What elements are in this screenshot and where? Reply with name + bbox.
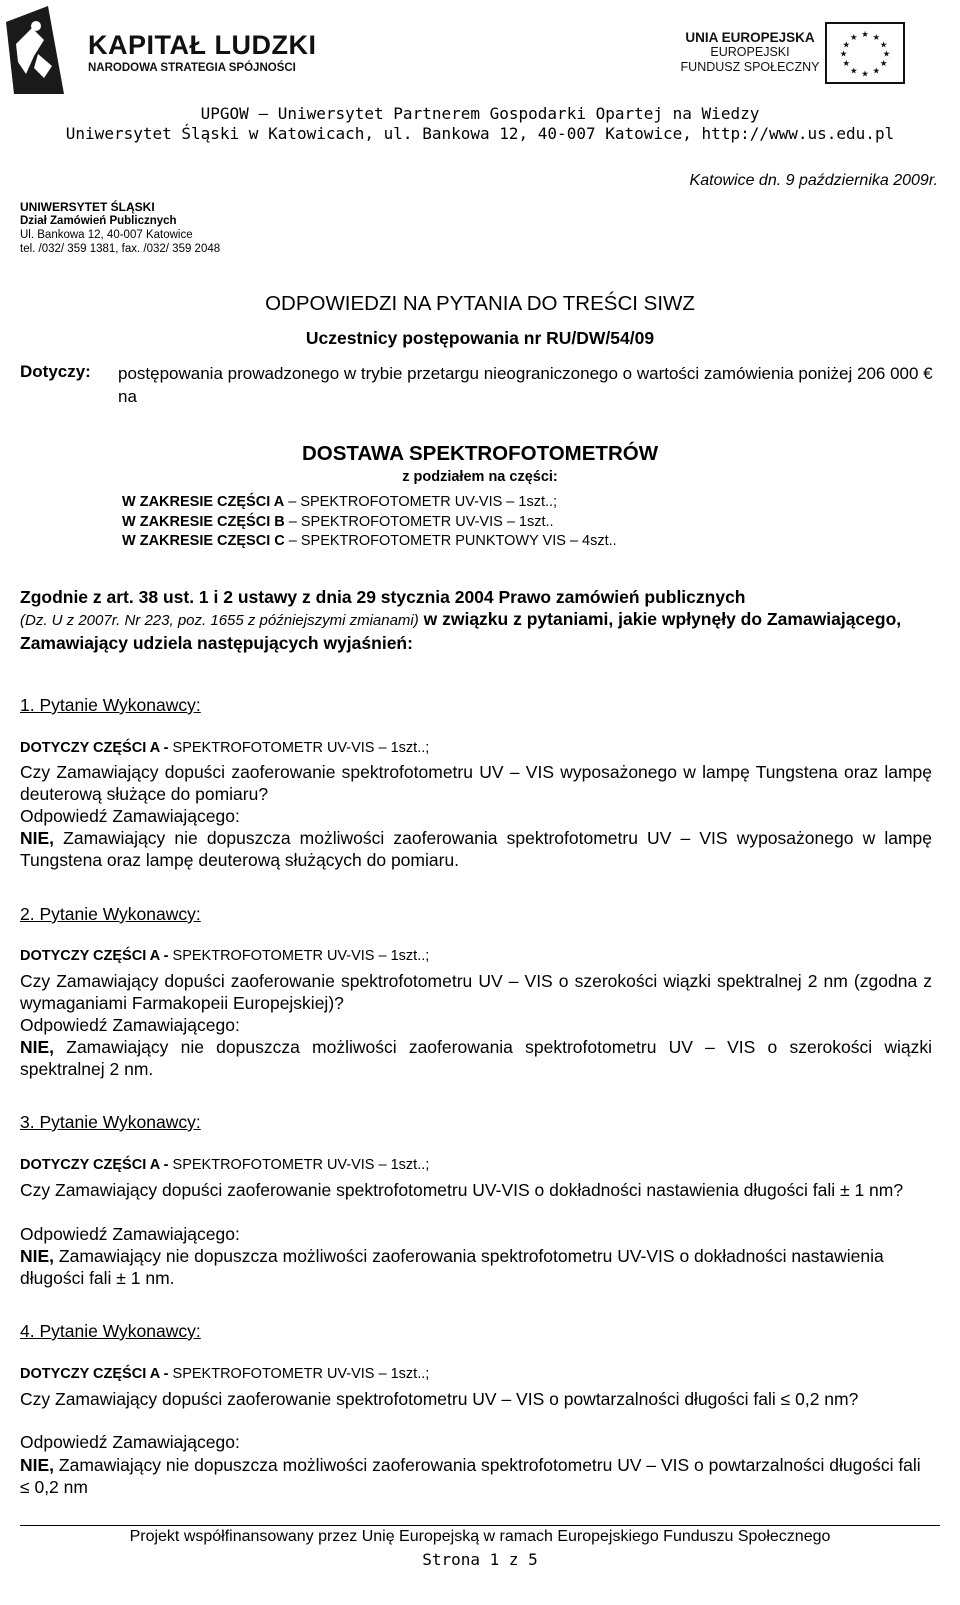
eu-line2: EUROPEJSKI	[710, 45, 790, 59]
part-label: W ZAKRESIE CZĘSCI C	[122, 533, 285, 549]
svg-text:★: ★	[842, 39, 851, 50]
supply-title: DOSTAWA SPEKTROFOTOMETRÓW	[301, 442, 659, 465]
concerns-label: Dotyczy:	[20, 362, 91, 381]
question-scope	[20, 948, 429, 964]
question-text: Czy Zamawiający dopuści zaoferowanie spektrofotometru UV – VIS wyposażonego w lampę Tungstena oraz lampę deuterową służące do pomiaru?	[20, 762, 932, 804]
answer-body: Zamawiający nie dopuszcza możliwości zaoferowania spektrofotometru UV – VIS o powtarzalności długości fali ≤ 0,2 nm	[20, 1455, 921, 1497]
answer-verdict: NIE,	[20, 828, 55, 848]
svg-text:★: ★	[879, 39, 888, 50]
svg-text:★: ★	[872, 31, 880, 42]
eu-line1: UNIA EUROPEJSKA	[685, 30, 815, 45]
eu-text-block	[680, 30, 820, 75]
answer-label: Odpowiedź Zamawiającego:	[20, 1224, 240, 1244]
header-university-line: Uniwersytet Śląski w Katowicach, ul. Bankowa 12, 40-007 Katowice, http://www.us.edu.pl	[65, 124, 895, 143]
question-scope	[20, 1157, 429, 1173]
svg-text:★: ★	[879, 58, 888, 69]
footer-funding-note: Projekt współfinansowany przez Unię Europejską w ramach Europejskiego Funduszu Społecznego	[129, 1528, 831, 1545]
answer-text	[20, 827, 932, 871]
answer-verdict: NIE,	[20, 1246, 55, 1266]
header-project-line: UPGOW – Uniwersytet Partnerem Gospodarki Opartej na Wiedzy	[200, 104, 760, 123]
document-subtitle: Uczestnicy postępowania nr RU/DW/54/09	[305, 328, 655, 348]
question-heading: 4. Pytanie Wykonawcy:	[20, 1321, 201, 1341]
footer-divider	[20, 1525, 940, 1526]
svg-text:★: ★	[842, 58, 851, 69]
legal-part1: Zgodnie z art. 38 ust. 1 i 2 ustawy z dnia 29 stycznia 2004 Prawo zamówień publicznych	[20, 587, 746, 607]
part-text: – SPEKTROFOTOMETR UV-VIS – 1szt..	[284, 514, 554, 530]
answer-label: Odpowiedź Zamawiającego:	[20, 806, 240, 826]
question-scope	[20, 740, 429, 756]
answer-label: Odpowiedź Zamawiającego:	[20, 1432, 240, 1452]
question-text: Czy Zamawiający dopuści zaoferowanie spektrofotometru UV – VIS o powtarzalności długości fali ≤ 0,2 nm?	[20, 1389, 859, 1409]
answer-verdict: NIE,	[20, 1455, 55, 1475]
svg-text:★: ★	[882, 48, 891, 59]
place-date: Katowice dn. 9 października 2009r.	[689, 172, 938, 189]
legal-part2: (Dz. U z 2007r. Nr 223, poz. 1655 z późniejszymi zmianami)	[20, 612, 419, 629]
question-heading: 3. Pytanie Wykonawcy:	[20, 1112, 201, 1132]
question-scope	[20, 1366, 429, 1382]
question-heading: 1. Pytanie Wykonawcy:	[20, 695, 201, 715]
part-c-line	[122, 533, 617, 549]
document-title: ODPOWIEDZI NA PYTANIA DO TREŚCI SIWZ	[265, 292, 695, 315]
eu-flag-icon	[825, 22, 905, 84]
sender-contact: tel. /032/ 359 1381, fax. /032/ 359 2048	[20, 243, 221, 255]
part-b-line	[122, 514, 554, 530]
scope-label: DOTYCZY CZĘŚCI A -	[20, 948, 173, 964]
part-text: – SPEKTROFOTOMETR PUNKTOWY VIS – 4szt..	[284, 533, 617, 549]
svg-text:★: ★	[839, 48, 848, 59]
svg-text:★: ★	[850, 31, 858, 42]
question-heading: 2. Pytanie Wykonawcy:	[20, 904, 201, 924]
part-label: W ZAKRESIE CZĘŚCI B	[122, 514, 285, 530]
question-text: Czy Zamawiający dopuści zaoferowanie spektrofotometru UV – VIS o szerokości wiązki spektralnej 2 nm (zgodna z wymaganiami Farmakopeii Europejskiej)?	[20, 971, 932, 1013]
part-a-line	[122, 494, 557, 510]
svg-text:★: ★	[861, 68, 869, 79]
scope-label: DOTYCZY CZĘŚCI A -	[20, 1366, 173, 1382]
legal-basis	[20, 586, 940, 654]
scope-label: DOTYCZY CZĘŚCI A -	[20, 1157, 173, 1173]
supply-subtitle: z podziałem na części:	[402, 469, 558, 485]
sender-address: Ul. Bankowa 12, 40-007 Katowice	[20, 229, 193, 241]
scope-text: SPEKTROFOTOMETR UV-VIS – 1szt..;	[172, 948, 430, 964]
answer-label: Odpowiedź Zamawiającego:	[20, 1015, 240, 1035]
scope-text: SPEKTROFOTOMETR UV-VIS – 1szt..;	[172, 740, 430, 756]
eu-line3: FUNDUSZ SPOŁECZNY	[680, 60, 820, 74]
answer-body: Zamawiający nie dopuszcza możliwości zaoferowania spektrofotometru UV – VIS o szerokości wiązki spektralnej 2 nm.	[20, 1037, 932, 1079]
answer-body: Zamawiający nie dopuszcza możliwości zaoferowania spektrofotometru UV-VIS o dokładności nastawienia długości fali ± 1 nm.	[20, 1246, 884, 1288]
scope-text: SPEKTROFOTOMETR UV-VIS – 1szt..;	[172, 1366, 430, 1382]
svg-text:★: ★	[850, 65, 858, 76]
sender-name: UNIWERSYTET ŚLĄSKI	[20, 200, 155, 214]
part-text: – SPEKTROFOTOMETR UV-VIS – 1szt..;	[284, 494, 558, 510]
sender-department: Dział Zamówień Publicznych	[20, 215, 177, 227]
sender-block	[20, 200, 220, 256]
logo-title: KAPITAŁ LUDZKI	[88, 30, 317, 60]
page-number: Strona 1 z 5	[422, 1550, 538, 1569]
question-text: Czy Zamawiający dopuści zaoferowanie spektrofotometru UV-VIS o dokładności nastawienia długości fali ± 1 nm?	[20, 1180, 904, 1200]
answer-body: Zamawiający nie dopuszcza możliwości zaoferowania spektrofotometru UV – VIS wyposażonego w lampę Tungstena oraz lampę deuterową służących do pomiaru.	[20, 828, 932, 870]
svg-text:★: ★	[861, 29, 869, 40]
answer-text	[20, 1454, 932, 1498]
svg-text:★: ★	[872, 65, 880, 76]
answer-text	[20, 1245, 932, 1289]
answer-verdict: NIE,	[20, 1037, 55, 1057]
part-label: W ZAKRESIE CZĘŚCI A	[122, 494, 285, 510]
concerns-text: postępowania prowadzonego w trybie przetargu nieograniczonego o wartości zamówienia poniżej 206 000 € na	[118, 364, 933, 406]
legal-part3: w związku z pytaniami, jakie wpłynęły do Zamawiającego, Zamawiający udziela następujących wyjaśnień:	[20, 609, 902, 653]
scope-label: DOTYCZY CZĘŚCI A -	[20, 740, 173, 756]
answer-text	[20, 1036, 932, 1080]
scope-text: SPEKTROFOTOMETR UV-VIS – 1szt..;	[172, 1157, 430, 1173]
logo-subtitle: NARODOWA STRATEGIA SPÓJNOŚCI	[88, 62, 296, 74]
